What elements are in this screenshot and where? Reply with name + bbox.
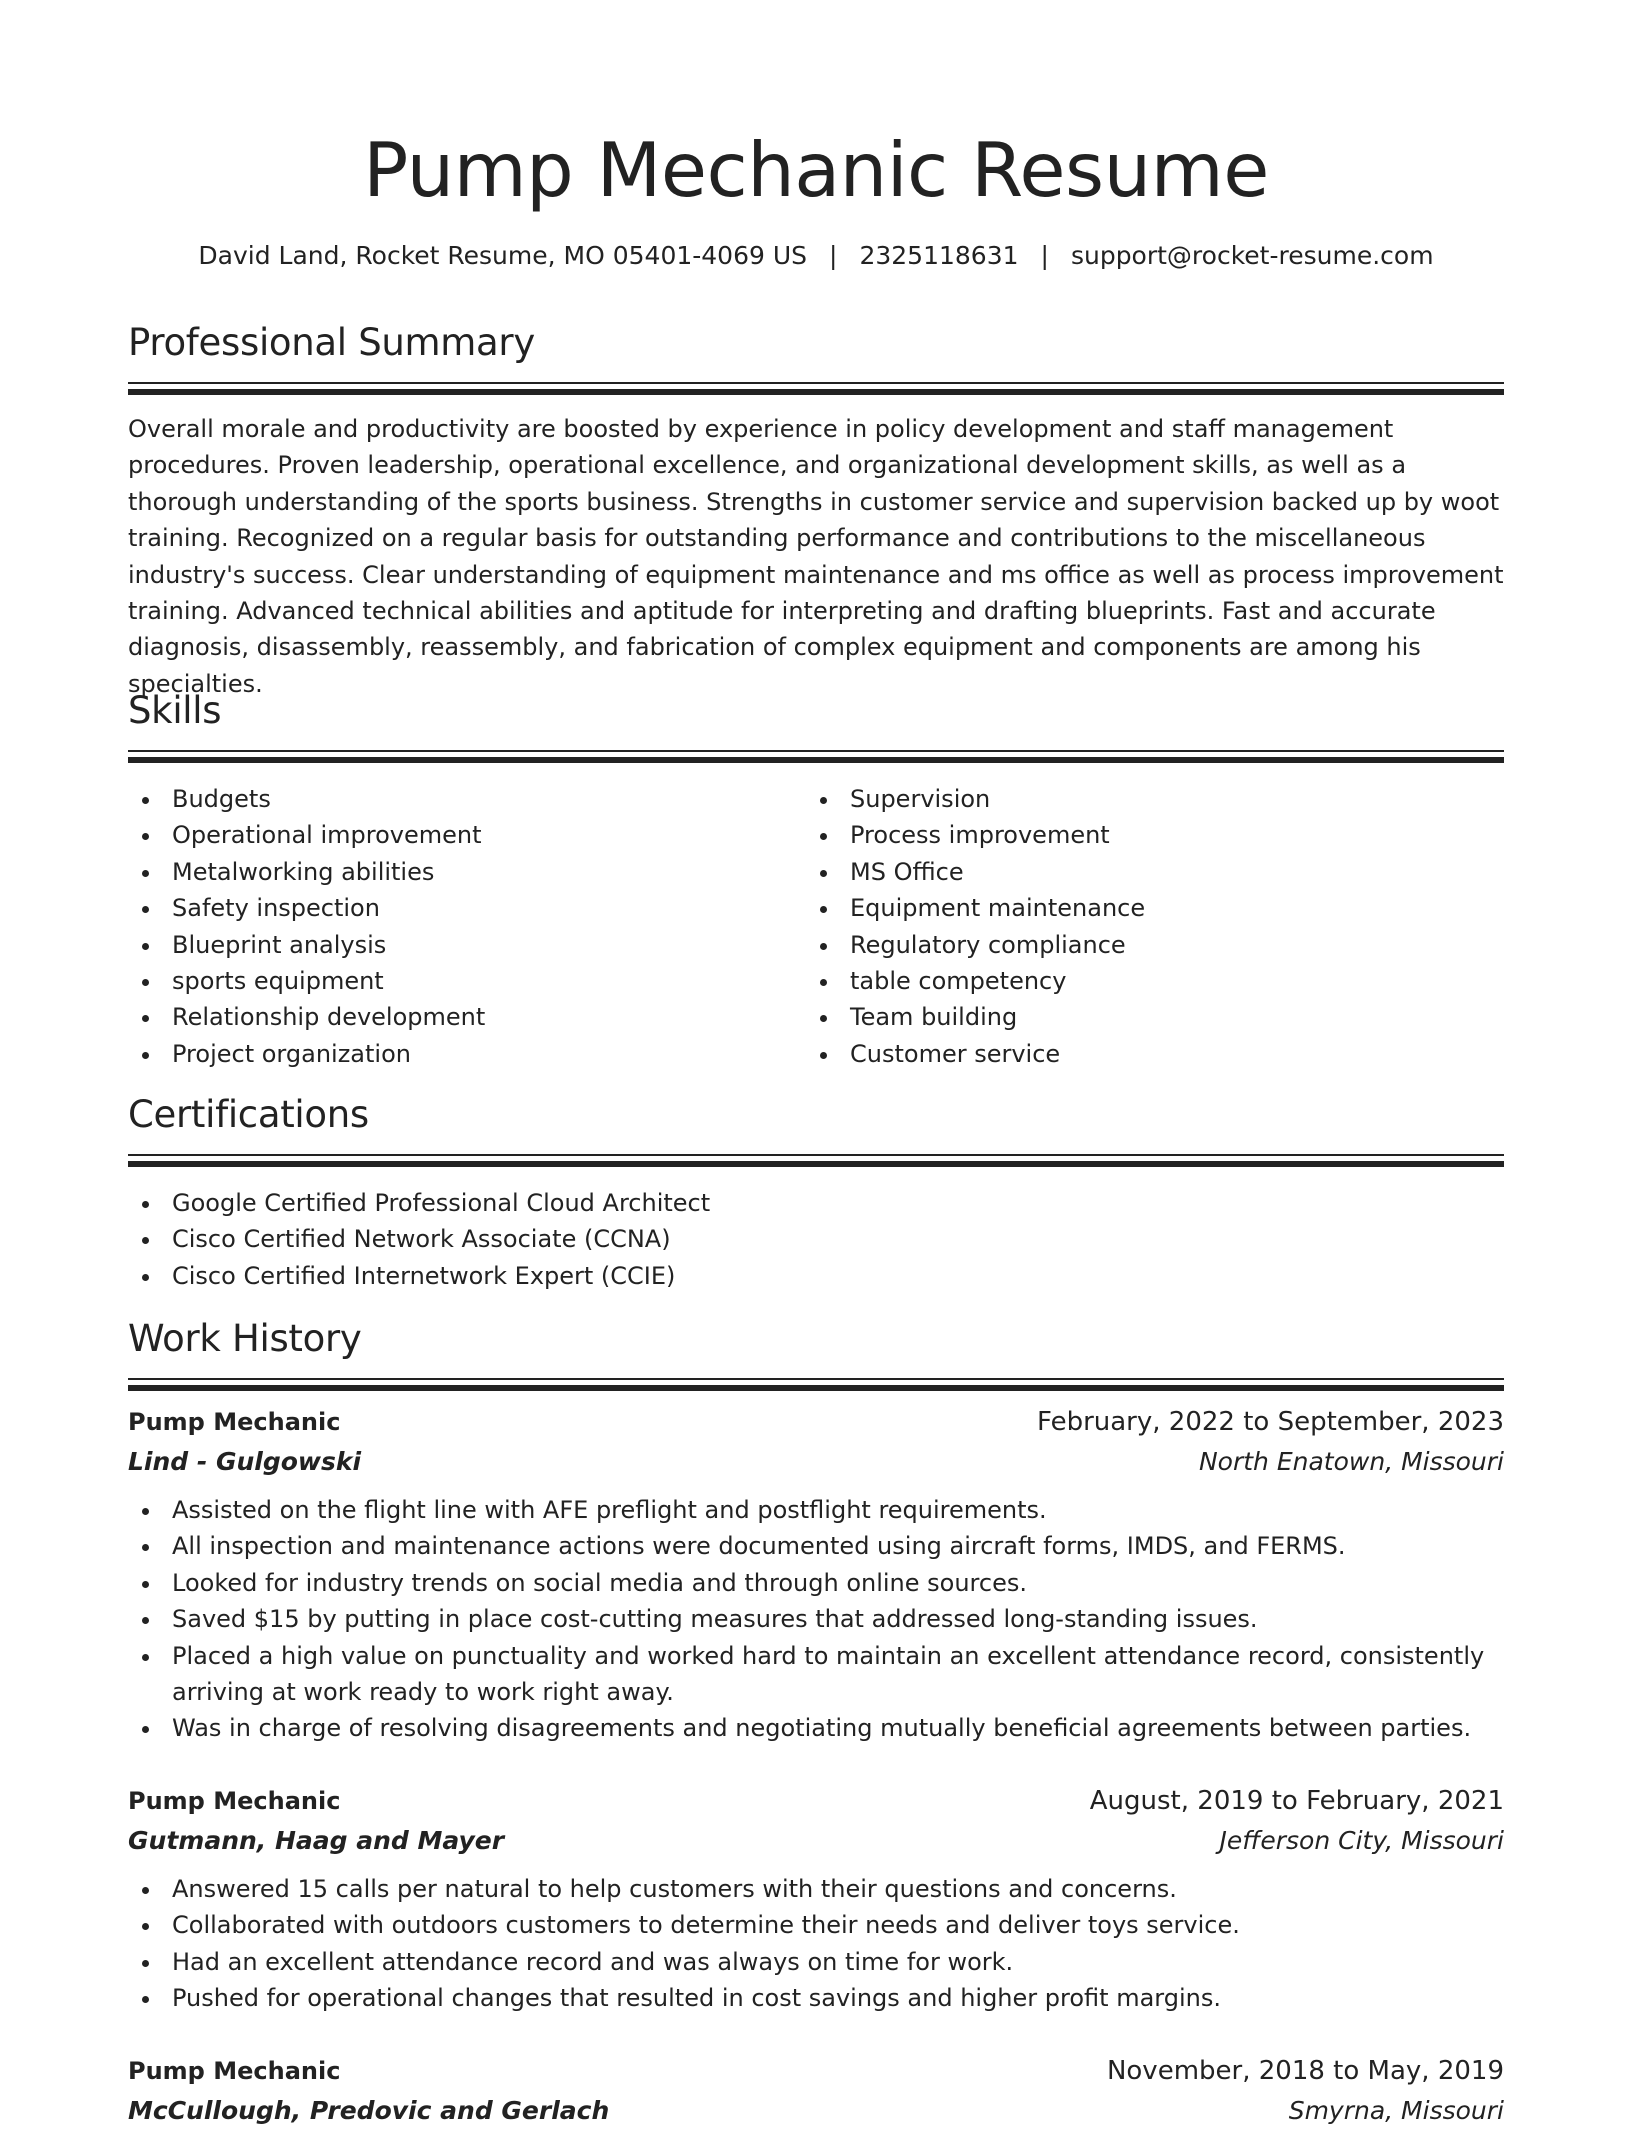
section-heading: Certifications — [128, 1093, 369, 1136]
job-location: Smyrna, Missouri — [1288, 2096, 1504, 2125]
job-bullet: Looked for industry trends on social media and through online sources. — [128, 1565, 1504, 1601]
section-heading: Work History — [128, 1317, 362, 1360]
skill-item: Team building — [806, 999, 1484, 1035]
section-certifications — [128, 1090, 1504, 1294]
job-bullet: Was in charge of resolving disagreements and negotiating mutually beneficial agreements between parties. — [128, 1710, 1504, 1746]
job-location: North Enatown, Missouri — [1198, 1447, 1504, 1476]
section-skills — [128, 686, 1504, 1072]
job-bullet: Had an excellent attendance record and was always on time for work. — [128, 1944, 1504, 1980]
job-bullet: Assisted on the flight line with AFE preflight and postflight requirements. — [128, 1492, 1504, 1528]
skill-item: Customer service — [806, 1036, 1484, 1072]
job-dates: February, 2022 to September, 2023 — [1037, 1407, 1504, 1437]
skill-item: Relationship development — [128, 999, 806, 1035]
job-entry — [128, 2052, 1504, 2130]
job-bullets — [128, 1871, 1504, 2017]
job-bullet: Answered 15 calls per natural to help customers with their questions and concerns. — [128, 1871, 1504, 1907]
skill-item: Process improvement — [806, 817, 1484, 853]
job-company: Gutmann, Haag and Mayer — [128, 1826, 505, 1855]
section-rule-thick — [128, 757, 1504, 763]
certification-item: Google Certified Professional Cloud Architect — [128, 1185, 1504, 1221]
job-title: Pump Mechanic — [128, 2057, 341, 2085]
skill-item: Supervision — [806, 781, 1484, 817]
contact-address: David Land, Rocket Resume, MO 05401-4069 US — [198, 241, 808, 270]
skill-item: Safety inspection — [128, 890, 806, 926]
skills-columns — [128, 781, 1504, 1072]
section-rule — [128, 750, 1504, 752]
certification-item: Cisco Certified Network Associate (CCNA) — [128, 1221, 1504, 1257]
skill-item: Regulatory compliance — [806, 927, 1484, 963]
section-rule — [128, 1378, 1504, 1380]
job-title: Pump Mechanic — [128, 1408, 341, 1436]
skill-item: Budgets — [128, 781, 806, 817]
section-rule-thick — [128, 1161, 1504, 1167]
job-company: Lind - Gulgowski — [128, 1447, 362, 1476]
job-company: McCullough, Predovic and Gerlach — [128, 2096, 610, 2125]
skill-item: Operational improvement — [128, 817, 806, 853]
section-work-history — [128, 1314, 1504, 1391]
job-bullet: All inspection and maintenance actions were documented using aircraft forms, IMDS, and FERMS. — [128, 1528, 1504, 1564]
job-bullet: Saved $15 by putting in place cost-cutting measures that addressed long-standing issues. — [128, 1601, 1504, 1637]
job-bullets — [128, 1492, 1504, 1747]
contact-phone: 2325118631 — [859, 241, 1019, 270]
job-dates: August, 2019 to February, 2021 — [1089, 1786, 1504, 1816]
contact-email: support@rocket-resume.com — [1070, 241, 1434, 270]
job-entry — [128, 1782, 1504, 2017]
page-title: Pump Mechanic Resume — [363, 126, 1269, 214]
contact-separator: | — [1040, 241, 1049, 270]
skill-item: MS Office — [806, 854, 1484, 890]
skill-item: sports equipment — [128, 963, 806, 999]
job-location: Jefferson City, Missouri — [1219, 1826, 1504, 1855]
section-rule-thick — [128, 389, 1504, 395]
summary-text: Overall morale and productivity are boosted by experience in policy development and staff management procedures. Proven leadership, operational excellence, and organizational development skills, as well as a thorough understanding of the sports business. Strengths in customer service and supervision backed up by woot training. Recognized on a regular basis for outstanding performance and contributions to the miscellaneous industry's success. Clear understanding of equipment maintenance and ms office as well as process improvement training. Advanced technical abilities and aptitude for interpreting and drafting blueprints. Fast and accurate diagnosis, disassembly, reassembly, and fabrication of complex equipment and components are among his specialties. — [128, 415, 1504, 698]
job-dates: November, 2018 to May, 2019 — [1106, 2056, 1504, 2086]
contact-line — [128, 238, 1504, 274]
certification-item: Cisco Certified Internetwork Expert (CCIE) — [128, 1258, 1504, 1294]
skills-list-left — [128, 781, 806, 1072]
section-heading: Professional Summary — [128, 321, 535, 364]
job-title: Pump Mechanic — [128, 1787, 341, 1815]
skill-item: Project organization — [128, 1036, 806, 1072]
job-entry — [128, 1403, 1504, 1747]
skills-list-right — [806, 781, 1484, 1072]
section-rule — [128, 1154, 1504, 1156]
skill-item: Equipment maintenance — [806, 890, 1484, 926]
section-rule — [128, 382, 1504, 384]
contact-separator: | — [829, 241, 838, 270]
section-rule-thick — [128, 1385, 1504, 1391]
section-professional-summary — [128, 318, 1504, 702]
section-heading: Skills — [128, 689, 222, 732]
job-bullet: Collaborated with outdoors customers to determine their needs and deliver toys service. — [128, 1907, 1504, 1943]
job-bullet: Placed a high value on punctuality and worked hard to maintain an excellent attendance record, consistently arriving at work ready to work right away. — [128, 1638, 1504, 1711]
skill-item: Metalworking abilities — [128, 854, 806, 890]
skill-item: Blueprint analysis — [128, 927, 806, 963]
job-bullet: Pushed for operational changes that resulted in cost savings and higher profit margins. — [128, 1980, 1504, 2016]
certifications-list — [128, 1185, 1504, 1294]
skill-item: table competency — [806, 963, 1484, 999]
